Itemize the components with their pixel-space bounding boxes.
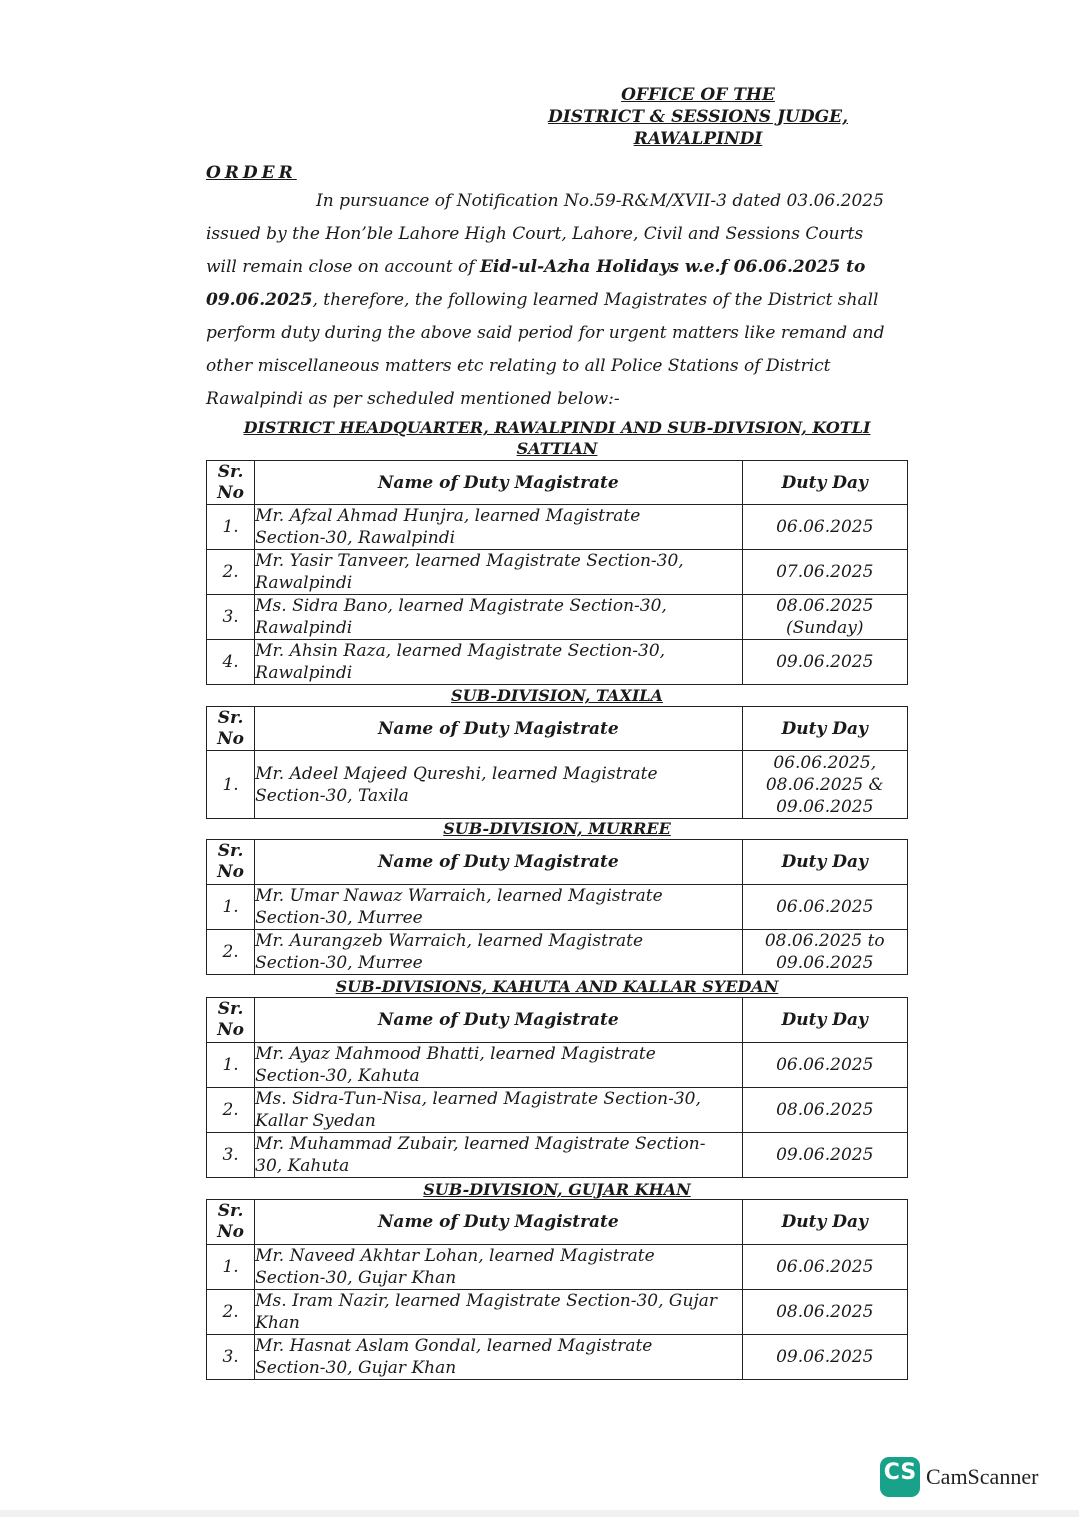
sr-no-header: Sr. No xyxy=(207,1200,255,1245)
camscanner-logo-icon: CS xyxy=(880,1457,920,1497)
day-cell: 06.06.2025, 08.06.2025 & 09.06.2025 xyxy=(742,751,908,819)
sr-cell: 1. xyxy=(207,751,255,819)
name-header: Name of Duty Magistrate xyxy=(255,707,742,751)
duty-table xyxy=(206,460,908,685)
table-row xyxy=(207,1088,908,1133)
name-cell: Mr. Ahsin Raza, learned Magistrate Section-30, Rawalpindi xyxy=(255,640,742,685)
duty-table xyxy=(206,706,908,819)
section-title xyxy=(206,417,908,459)
day-cell: 06.06.2025 xyxy=(742,885,908,930)
day-cell: 08.06.2025 (Sunday) xyxy=(742,595,908,640)
name-cell: Ms. Iram Nazir, learned Magistrate Section-30, Gujar Khan xyxy=(255,1290,742,1335)
paragraph-line: other miscellaneous matters etc relating to all Police Stations of District xyxy=(206,356,831,376)
sr-cell: 2. xyxy=(207,550,255,595)
name-cell: Mr. Yasir Tanveer, learned Magistrate Section-30, Rawalpindi xyxy=(255,550,742,595)
name-header: Name of Duty Magistrate xyxy=(255,998,742,1043)
day-cell: 06.06.2025 xyxy=(742,1245,908,1290)
day-cell: 09.06.2025 xyxy=(742,640,908,685)
table-row xyxy=(207,640,908,685)
name-cell: Mr. Umar Nawaz Warraich, learned Magistrate Section-30, Murree xyxy=(255,885,742,930)
duty-day-header: Duty Day xyxy=(742,998,908,1043)
duty-day-header: Duty Day xyxy=(742,840,908,885)
paragraph-line xyxy=(206,284,908,317)
sr-cell: 1. xyxy=(207,1245,255,1290)
table-header-row xyxy=(207,998,908,1043)
table-row xyxy=(207,1043,908,1088)
name-header: Name of Duty Magistrate xyxy=(255,1200,742,1245)
name-cell: Mr. Adeel Majeed Qureshi, learned Magistrate Section-30, Taxila xyxy=(255,751,742,819)
table-row xyxy=(207,1245,908,1290)
paragraph-line: issued by the Hon’ble Lahore High Court, Lahore, Civil and Sessions Courts xyxy=(206,224,864,244)
table-row xyxy=(207,1290,908,1335)
table-header-row xyxy=(207,707,908,751)
office-heading-line1: OFFICE OF THE xyxy=(621,85,775,105)
section-title-line: DISTRICT HEADQUARTER, RAWALPINDI AND SUB-DIVISION, KOTLI xyxy=(243,418,871,437)
sr-no-header: Sr. No xyxy=(207,707,255,751)
section-title-line: SATTIAN xyxy=(516,439,598,458)
duty-day-header: Duty Day xyxy=(742,1200,908,1245)
sr-no-header: Sr. No xyxy=(207,998,255,1043)
sr-cell: 4. xyxy=(207,640,255,685)
office-heading-line2: DISTRICT & SESSIONS JUDGE, xyxy=(548,107,848,127)
sr-cell: 1. xyxy=(207,505,255,550)
sr-cell: 1. xyxy=(207,1043,255,1088)
section-title: SUB-DIVISIONS, KAHUTA AND KALLAR SYEDAN xyxy=(335,977,779,996)
duty-table xyxy=(206,839,908,975)
name-cell: Mr. Ayaz Mahmood Bhatti, learned Magistrate Section-30, Kahuta xyxy=(255,1043,742,1088)
table-row xyxy=(207,595,908,640)
paragraph-line: Rawalpindi as per scheduled mentioned below:- xyxy=(206,389,620,409)
table-header-row xyxy=(207,461,908,505)
table-row xyxy=(207,1335,908,1380)
table-row xyxy=(207,550,908,595)
day-cell: 08.06.2025 to 09.06.2025 xyxy=(742,930,908,975)
duty-table xyxy=(206,1199,908,1380)
table-header-row xyxy=(207,840,908,885)
name-header: Name of Duty Magistrate xyxy=(255,840,742,885)
sr-cell: 2. xyxy=(207,1290,255,1335)
sr-cell: 2. xyxy=(207,1088,255,1133)
day-cell: 07.06.2025 xyxy=(742,550,908,595)
name-header: Name of Duty Magistrate xyxy=(255,461,742,505)
order-label: ORDER xyxy=(206,163,297,183)
office-heading-line3: RAWALPINDI xyxy=(633,129,763,149)
table-row xyxy=(207,1133,908,1178)
table-row xyxy=(207,751,908,819)
sr-cell: 3. xyxy=(207,595,255,640)
name-cell: Mr. Hasnat Aslam Gondal, learned Magistrate Section-30, Gujar Khan xyxy=(255,1335,742,1380)
page-bottom-edge xyxy=(0,1510,1079,1517)
duty-day-header: Duty Day xyxy=(742,707,908,751)
name-cell: Mr. Afzal Ahmad Hunjra, learned Magistrate Section-30, Rawalpindi xyxy=(255,505,742,550)
sr-cell: 3. xyxy=(207,1133,255,1178)
day-cell: 09.06.2025 xyxy=(742,1335,908,1380)
name-cell: Ms. Sidra Bano, learned Magistrate Section-30, Rawalpindi xyxy=(255,595,742,640)
name-cell: Mr. Aurangzeb Warraich, learned Magistrate Section-30, Murree xyxy=(255,930,742,975)
paragraph-line: In pursuance of Notification No.59-R&M/XVII-3 dated 03.06.2025 xyxy=(316,191,884,211)
holiday-dates: Eid-ul-Azha Holidays w.e.f 06.06.2025 to xyxy=(479,257,866,277)
name-cell: Mr. Naveed Akhtar Lohan, learned Magistrate Section-30, Gujar Khan xyxy=(255,1245,742,1290)
sr-cell: 3. xyxy=(207,1335,255,1380)
sr-no-header: Sr. No xyxy=(207,840,255,885)
day-cell: 08.06.2025 xyxy=(742,1290,908,1335)
section-title: SUB-DIVISION, GUJAR KHAN xyxy=(423,1180,691,1199)
sr-cell: 1. xyxy=(207,885,255,930)
day-cell: 06.06.2025 xyxy=(742,1043,908,1088)
camscanner-watermark: CamScanner xyxy=(926,1464,1039,1489)
name-cell: Mr. Muhammad Zubair, learned Magistrate Section- 30, Kahuta xyxy=(255,1133,742,1178)
paragraph-line: perform duty during the above said period for urgent matters like remand and xyxy=(206,323,885,343)
table-header-row xyxy=(207,1200,908,1245)
day-cell: 08.06.2025 xyxy=(742,1088,908,1133)
paragraph-text: , therefore, the following learned Magistrates of the District shall xyxy=(312,290,879,310)
sr-cell: 2. xyxy=(207,930,255,975)
table-row xyxy=(207,930,908,975)
name-cell: Ms. Sidra-Tun-Nisa, learned Magistrate Section-30, Kallar Syedan xyxy=(255,1088,742,1133)
paragraph-text: will remain close on account of xyxy=(206,257,480,277)
end-date: 09.06.2025 xyxy=(206,290,313,310)
office-heading xyxy=(520,84,876,150)
duty-table xyxy=(206,997,908,1178)
section-title: SUB-DIVISION, TAXILA xyxy=(451,686,663,705)
order-paragraph xyxy=(206,185,908,416)
paragraph-line xyxy=(206,251,908,284)
table-row xyxy=(207,885,908,930)
sr-no-header: Sr. No xyxy=(207,461,255,505)
table-row xyxy=(207,505,908,550)
day-cell: 06.06.2025 xyxy=(742,505,908,550)
day-cell: 09.06.2025 xyxy=(742,1133,908,1178)
section-title: SUB-DIVISION, MURREE xyxy=(443,819,671,838)
duty-day-header: Duty Day xyxy=(742,461,908,505)
